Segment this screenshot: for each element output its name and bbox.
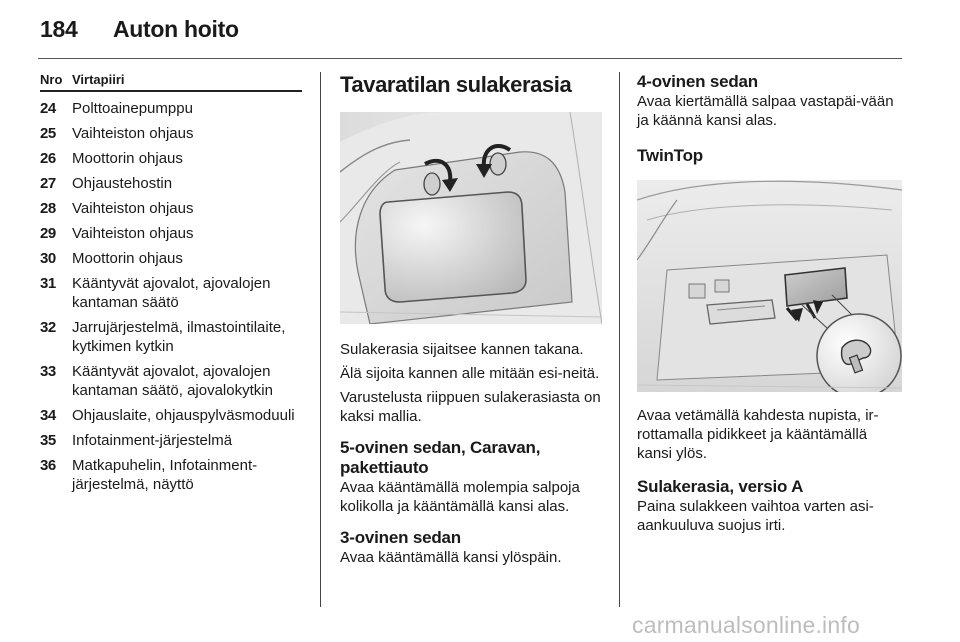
paragraph: Varustelusta riippuen sulakerasiasta on kaksi mallia. (340, 389, 601, 425)
fuse-number: 33 (40, 363, 56, 380)
table-row (40, 199, 302, 218)
paragraph: Paina sulakkeen vaihtoa varten asi-aankuuluva suojus irti. (637, 498, 874, 534)
table-row (40, 274, 302, 312)
circuit-name: Infotainment-järjestelmä (72, 432, 233, 449)
fuse-number: 25 (40, 125, 56, 142)
table-row (40, 124, 302, 143)
circuit-name: Kääntyvät ajovalot, ajovalojen kantaman säätö (72, 275, 271, 311)
right-column (637, 72, 902, 540)
paragraph: Sulakerasia sijaitsee kannen takana. (340, 341, 584, 358)
paragraph: Älä sijoita kannen alle mitään esi-neitä. (340, 365, 600, 382)
table-row (40, 456, 302, 494)
col-nro: Nro (40, 72, 63, 87)
subheading: TwinTop (637, 146, 703, 165)
table-row (40, 362, 302, 400)
trunk-fuse-cover-illustration (340, 112, 602, 324)
circuit-name: Ohjauslaite, ohjauspylväsmoduuli (72, 407, 295, 424)
table-row (40, 224, 302, 243)
subheading: 4-ovinen sedan (637, 72, 758, 91)
fuse-number: 27 (40, 175, 56, 192)
table-row (40, 249, 302, 268)
subheading: 3-ovinen sedan (340, 528, 461, 547)
watermark: carmanualsonline.info (632, 612, 860, 638)
column-divider (320, 72, 321, 607)
page-header (40, 16, 239, 43)
table-row (40, 174, 302, 193)
fuse-number: 34 (40, 407, 56, 424)
fuse-number: 28 (40, 200, 56, 217)
table-rows (40, 99, 302, 494)
table-row (40, 318, 302, 356)
middle-column (340, 72, 605, 572)
circuit-name: Ohjaustehostin (72, 175, 173, 192)
fuse-number: 32 (40, 319, 56, 336)
circuit-name: Moottorin ohjaus (72, 250, 183, 267)
paragraph: Avaa kääntämällä kansi ylöspäin. (340, 549, 562, 566)
circuit-name: Matkapuhelin, Infotainment-järjestelmä, näyttö (72, 457, 258, 493)
circuit-name: Vaihteiston ohjaus (72, 200, 194, 217)
circuit-name: Vaihteiston ohjaus (72, 225, 194, 242)
fuse-number: 30 (40, 250, 56, 267)
fuse-table (40, 72, 302, 494)
header-rule (38, 58, 902, 59)
circuit-name: Jarrujärjestelmä, ilmastointilaite, kytkimen kytkin (72, 319, 286, 355)
subheading: 5-ovinen sedan, Caravan, pakettiauto (340, 438, 541, 477)
circuit-name: Vaihteiston ohjaus (72, 125, 194, 142)
paragraph: Avaa vetämällä kahdesta nupista, ir-rottamalla pidikkeet ja kääntämällä kansi ylös. (637, 407, 879, 462)
fuse-number: 31 (40, 275, 56, 292)
subheading: Sulakerasia, versio A (637, 477, 804, 496)
column-divider (619, 72, 620, 607)
fuse-number: 36 (40, 457, 56, 474)
fuse-number: 29 (40, 225, 56, 242)
paragraph: Avaa kiertämällä salpaa vastapäi-vään ja käännä kansi alas. (637, 93, 894, 129)
col-circuit: Virtapiiri (72, 72, 125, 87)
circuit-name: Kääntyvät ajovalot, ajovalojen kantaman säätö, ajovalokytkin (72, 363, 273, 399)
table-row (40, 431, 302, 450)
twintop-fuse-box-illustration (637, 180, 902, 392)
section-heading: Tavaratilan sulakerasia (340, 72, 572, 97)
circuit-name: Moottorin ohjaus (72, 150, 183, 167)
circuit-name: Polttoainepumppu (72, 100, 193, 117)
fuse-number: 24 (40, 100, 56, 117)
fuse-number: 35 (40, 432, 56, 449)
paragraph: Avaa kääntämällä molempia salpoja kolikolla ja kääntämällä kansi alas. (340, 479, 580, 515)
table-row (40, 99, 302, 118)
table-row (40, 149, 302, 168)
table-row (40, 406, 302, 425)
table-header (40, 72, 302, 92)
page-number: 184 (40, 16, 78, 42)
fuse-number: 26 (40, 150, 56, 167)
page-title: Auton hoito (113, 16, 239, 42)
